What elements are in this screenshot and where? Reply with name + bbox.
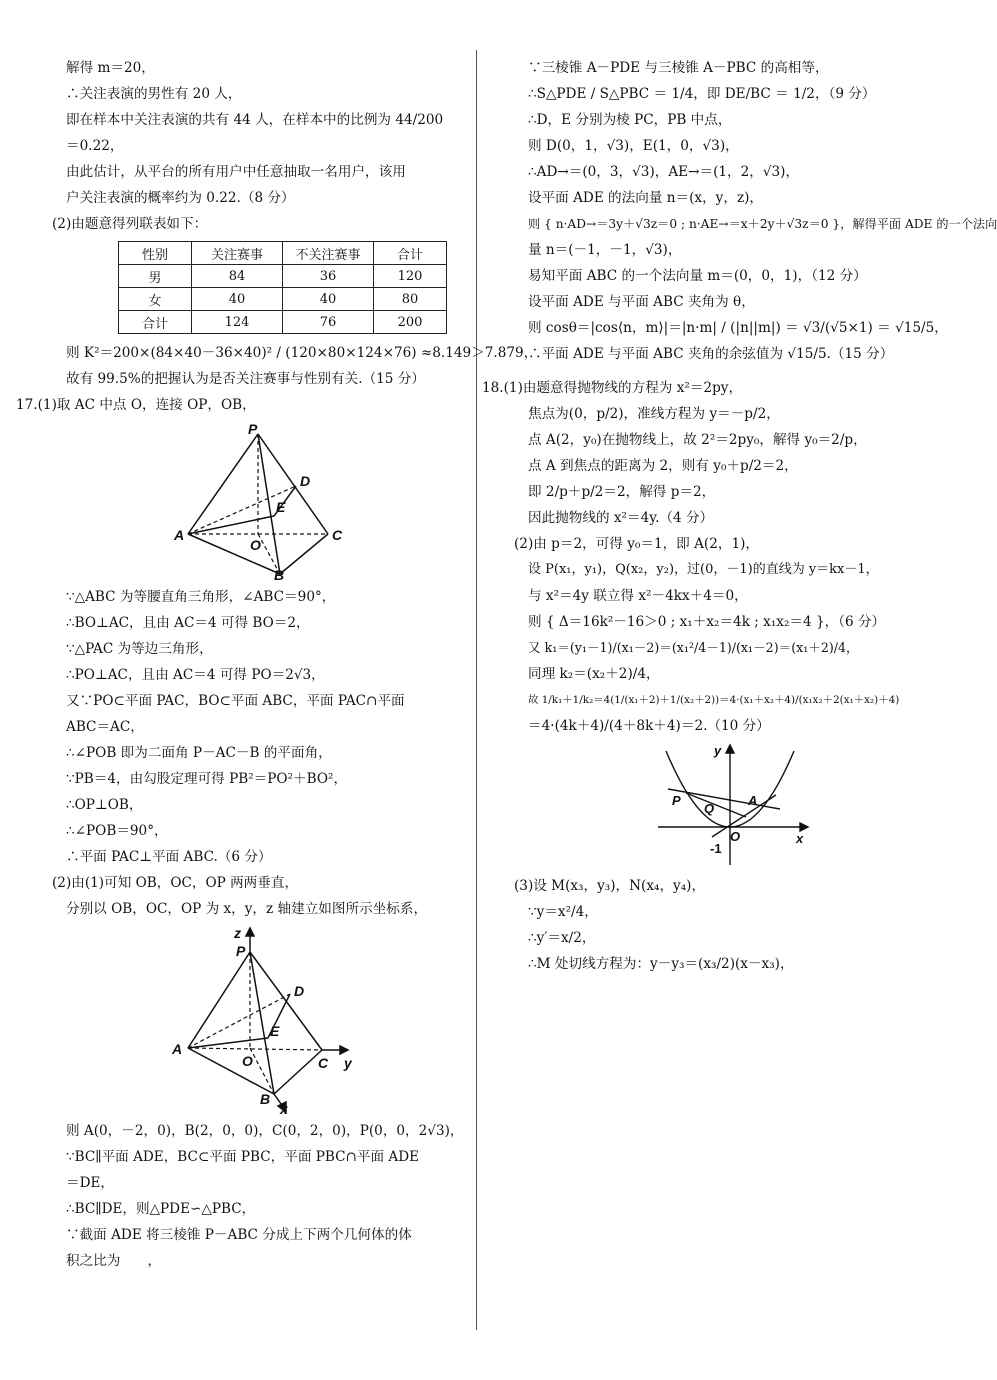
- text-line: ∴M 处切线方程为：y－y₃＝(x₃/2)(x－x₃)，: [528, 956, 794, 972]
- left-column: [16, 55, 538, 1274]
- text-line: 则 { n·AD→＝3y＋√3z＝0 ; n·AE→＝x＋2y＋√3z＝0 }，解得平面 ADE 的一个法向: [528, 217, 997, 231]
- text-line: 故有 99.5%的把握认为是否关注赛事与性别有关.（15 分）: [66, 371, 425, 387]
- text-line: (2)由题意得列联表如下：: [52, 216, 208, 232]
- label-o: O: [242, 1053, 253, 1069]
- text-line: 由此估计，从平台的所有用户中任意抽取一名用户，该用: [66, 164, 406, 180]
- label-p: P: [672, 793, 681, 808]
- text-line: ∴平面 PAC⊥平面 ABC.（6 分）: [66, 849, 272, 865]
- table-header: 关注赛事: [192, 242, 283, 265]
- text-line: ∴D，E 分别为棱 PC，PB 中点，: [528, 112, 732, 128]
- text-line: ∴∠POB＝90°，: [66, 823, 168, 839]
- tetrahedron-figure-2: [168, 925, 358, 1117]
- text-line: ∴y′＝x/2，: [528, 930, 596, 946]
- label-a: A: [172, 1041, 183, 1057]
- text-line: ∵截面 ADE 将三棱锥 P－ABC 分成上下两个几何体的体: [66, 1227, 412, 1243]
- text-line: 则 D(0，1，√3)，E(1，0，√3)，: [528, 138, 739, 154]
- label-y: y: [344, 1055, 352, 1071]
- text-line: 设平面 ADE 的法向量 n＝(x，y，z)，: [528, 190, 764, 206]
- label-b: B: [274, 567, 285, 583]
- text-line: ∴关注表演的男性有 20 人，: [66, 86, 242, 102]
- text-line: 则 K²＝200×(84×40－36×40)² / (120×80×124×76) ≈8.149＞7.879，: [66, 345, 538, 361]
- table-cell: 女: [119, 288, 192, 311]
- table-cell: 40: [283, 288, 374, 311]
- label-p: P: [248, 421, 258, 437]
- text-line: 又 k₁＝(y₁－1)/(x₁－2)＝(x₁²/4－1)/(x₁－2)＝(x₁＋2)/4，: [528, 640, 859, 655]
- text-line: 又∵PO⊂平面 PAC，BO⊂平面 ABC，平面 PAC∩平面: [66, 693, 405, 709]
- text-line: 解得 m＝20，: [66, 60, 155, 76]
- table-cell: 120: [374, 265, 447, 288]
- text-line: ∵PB＝4，由勾股定理可得 PB²＝PO²＋BO²，: [66, 771, 348, 787]
- table-row: [119, 265, 447, 288]
- text-line: 点 A 到焦点的距离为 2，则有 y₀＋p/2＝2，: [528, 458, 798, 474]
- text-line: 设平面 ADE 与平面 ABC 夹角为 θ，: [528, 294, 755, 310]
- table-row: [119, 311, 447, 334]
- table-header: 不关注赛事: [283, 242, 374, 265]
- question-18-heading: 18.(1)由题意得抛物线的方程为 x²＝2py，: [482, 380, 743, 396]
- label-c: C: [332, 527, 343, 543]
- label-y: y: [714, 743, 722, 758]
- text-line: (2)由 p＝2，可得 y₀＝1，即 A(2，1)，: [514, 536, 760, 552]
- text-line: ＝DE，: [66, 1175, 115, 1191]
- text-line: 量 n＝(－1，－1，√3)，: [528, 242, 682, 258]
- label-minus-one: -1: [710, 841, 722, 856]
- table-cell: 36: [283, 265, 374, 288]
- text-line: 同理 k₂＝(x₂＋2)/4，: [528, 666, 660, 682]
- text-line: 设 P(x₁，y₁)，Q(x₂，y₂)，过(0，－1)的直线为 y＝kx－1，: [528, 562, 879, 577]
- text-line: ABC＝AC，: [66, 719, 144, 735]
- text-line: ∵△PAC 为等边三角形，: [66, 641, 213, 657]
- parabola-figure: [656, 743, 812, 869]
- label-c: C: [318, 1055, 329, 1071]
- table-cell: 124: [192, 311, 283, 334]
- table-header-row: [119, 242, 447, 265]
- text-line: ＝0.22，: [66, 138, 124, 154]
- text-line: ∵△ABC 为等腰直角三角形，∠ABC＝90°，: [66, 589, 336, 605]
- text-line: 即在样本中关注表演的共有 44 人，在样本中的比例为 44/200: [66, 112, 444, 128]
- table-header: 性别: [119, 242, 192, 265]
- column-divider: [476, 50, 477, 1330]
- label-e: E: [270, 1023, 280, 1039]
- text-line: ∴BO⊥AC，且由 AC＝4 可得 BO＝2，: [66, 615, 310, 631]
- text-line: (3)设 M(x₃，y₃)，N(x₄，y₄)，: [514, 878, 706, 894]
- table-cell: 80: [374, 288, 447, 311]
- label-x: x: [796, 831, 804, 846]
- table-cell: 合计: [119, 311, 192, 334]
- text-line: ∴S△PDE / S△PBC ＝ 1/4，即 DE/BC ＝ 1/2，（9 分）: [528, 86, 876, 102]
- table-row: [119, 288, 447, 311]
- question-17-heading: 17.(1)取 AC 中点 O，连接 OP，OB，: [16, 397, 256, 413]
- text-line: ＝4·(4k＋4)/(4＋8k＋4)＝2.（10 分）: [528, 718, 770, 734]
- text-line: 则 { Δ＝16k²－16＞0 ; x₁＋x₂＝4k ; x₁x₂＝4 }，（6 分）: [528, 614, 886, 630]
- text-line: 分别以 OB，OC，OP 为 x，y，z 轴建立如图所示坐标系，: [66, 901, 428, 917]
- label-a: A: [748, 793, 758, 808]
- table-cell: 76: [283, 311, 374, 334]
- text-line: ∵y＝x²/4，: [528, 904, 598, 920]
- table-cell: 84: [192, 265, 283, 288]
- text-line: ∵BC∥平面 ADE，BC⊂平面 PBC，平面 PBC∩平面 ADE: [66, 1149, 420, 1165]
- label-x: x: [280, 1101, 288, 1117]
- text-line: 焦点为(0，p/2)，准线方程为 y＝－p/2，: [528, 406, 780, 422]
- label-o: O: [730, 829, 741, 844]
- label-o: O: [250, 537, 261, 553]
- text-line: (2)由(1)可知 OB，OC，OP 两两垂直，: [52, 875, 299, 891]
- label-q: Q: [704, 801, 715, 816]
- text-line: 易知平面 ABC 的一个法向量 m＝(0，0，1)，（12 分）: [528, 268, 867, 284]
- text-line: 积之比为 ，: [66, 1253, 162, 1269]
- table-cell: 男: [119, 265, 192, 288]
- text-line: 与 x²＝4y 联立得 x²－4kx＋4＝0，: [528, 588, 748, 604]
- text-line: 则 A(0，－2，0)，B(2，0，0)，C(0，2，0)，P(0，0，2√3)，: [66, 1123, 464, 1139]
- table-header: 合计: [374, 242, 447, 265]
- text-line: 则 cosθ＝|cos⟨n，m⟩|＝|n·m| / (|n||m|) ＝ √3/(√5×1) ＝ √15/5，: [528, 320, 948, 336]
- text-line: 因此抛物线的 x²＝4y.（4 分）: [528, 510, 714, 526]
- text-line: ∴AD→＝(0，3，√3)，AE→＝(1，2，√3)，: [528, 164, 800, 180]
- text-line: ∵三棱锥 A－PDE 与三棱锥 A－PBC 的高相等，: [528, 60, 829, 76]
- text-line: ∴BC∥DE，则△PDE∽△PBC，: [66, 1201, 256, 1217]
- label-p: P: [236, 943, 246, 959]
- table-cell: 200: [374, 311, 447, 334]
- text-line: 点 A(2，y₀)在抛物线上，故 2²＝2py₀，解得 y₀＝2/p，: [528, 432, 867, 448]
- text-line: 户关注表演的概率约为 0.22.（8 分）: [66, 190, 295, 206]
- contingency-table: [118, 241, 447, 334]
- label-z: z: [234, 925, 241, 941]
- table-cell: 40: [192, 288, 283, 311]
- label-d: D: [294, 983, 305, 999]
- text-line: ∴平面 ADE 与平面 ABC 夹角的余弦值为 √15/5.（15 分）: [528, 346, 894, 362]
- label-b: B: [260, 1091, 271, 1107]
- text-line: 故 1/k₁＋1/k₂＝4(1/(x₁＋2)＋1/(x₂＋2))＝4·(x₁＋x₂＋4)/(x₁x₂＋2(x₁＋x₂)＋4): [528, 694, 900, 706]
- text-line: 即 2/p＋p/2＝2，解得 p＝2，: [528, 484, 716, 500]
- right-column: [482, 55, 997, 977]
- text-line: ∴∠POB 即为二面角 P－AC－B 的平面角，: [66, 745, 332, 761]
- text-line: ∴PO⊥AC，且由 AC＝4 可得 PO＝2√3，: [66, 667, 325, 683]
- tetrahedron-figure-1: [168, 421, 358, 583]
- label-e: E: [276, 499, 286, 515]
- text-line: ∴OP⊥OB，: [66, 797, 143, 813]
- label-d: D: [300, 473, 311, 489]
- label-a: A: [174, 527, 185, 543]
